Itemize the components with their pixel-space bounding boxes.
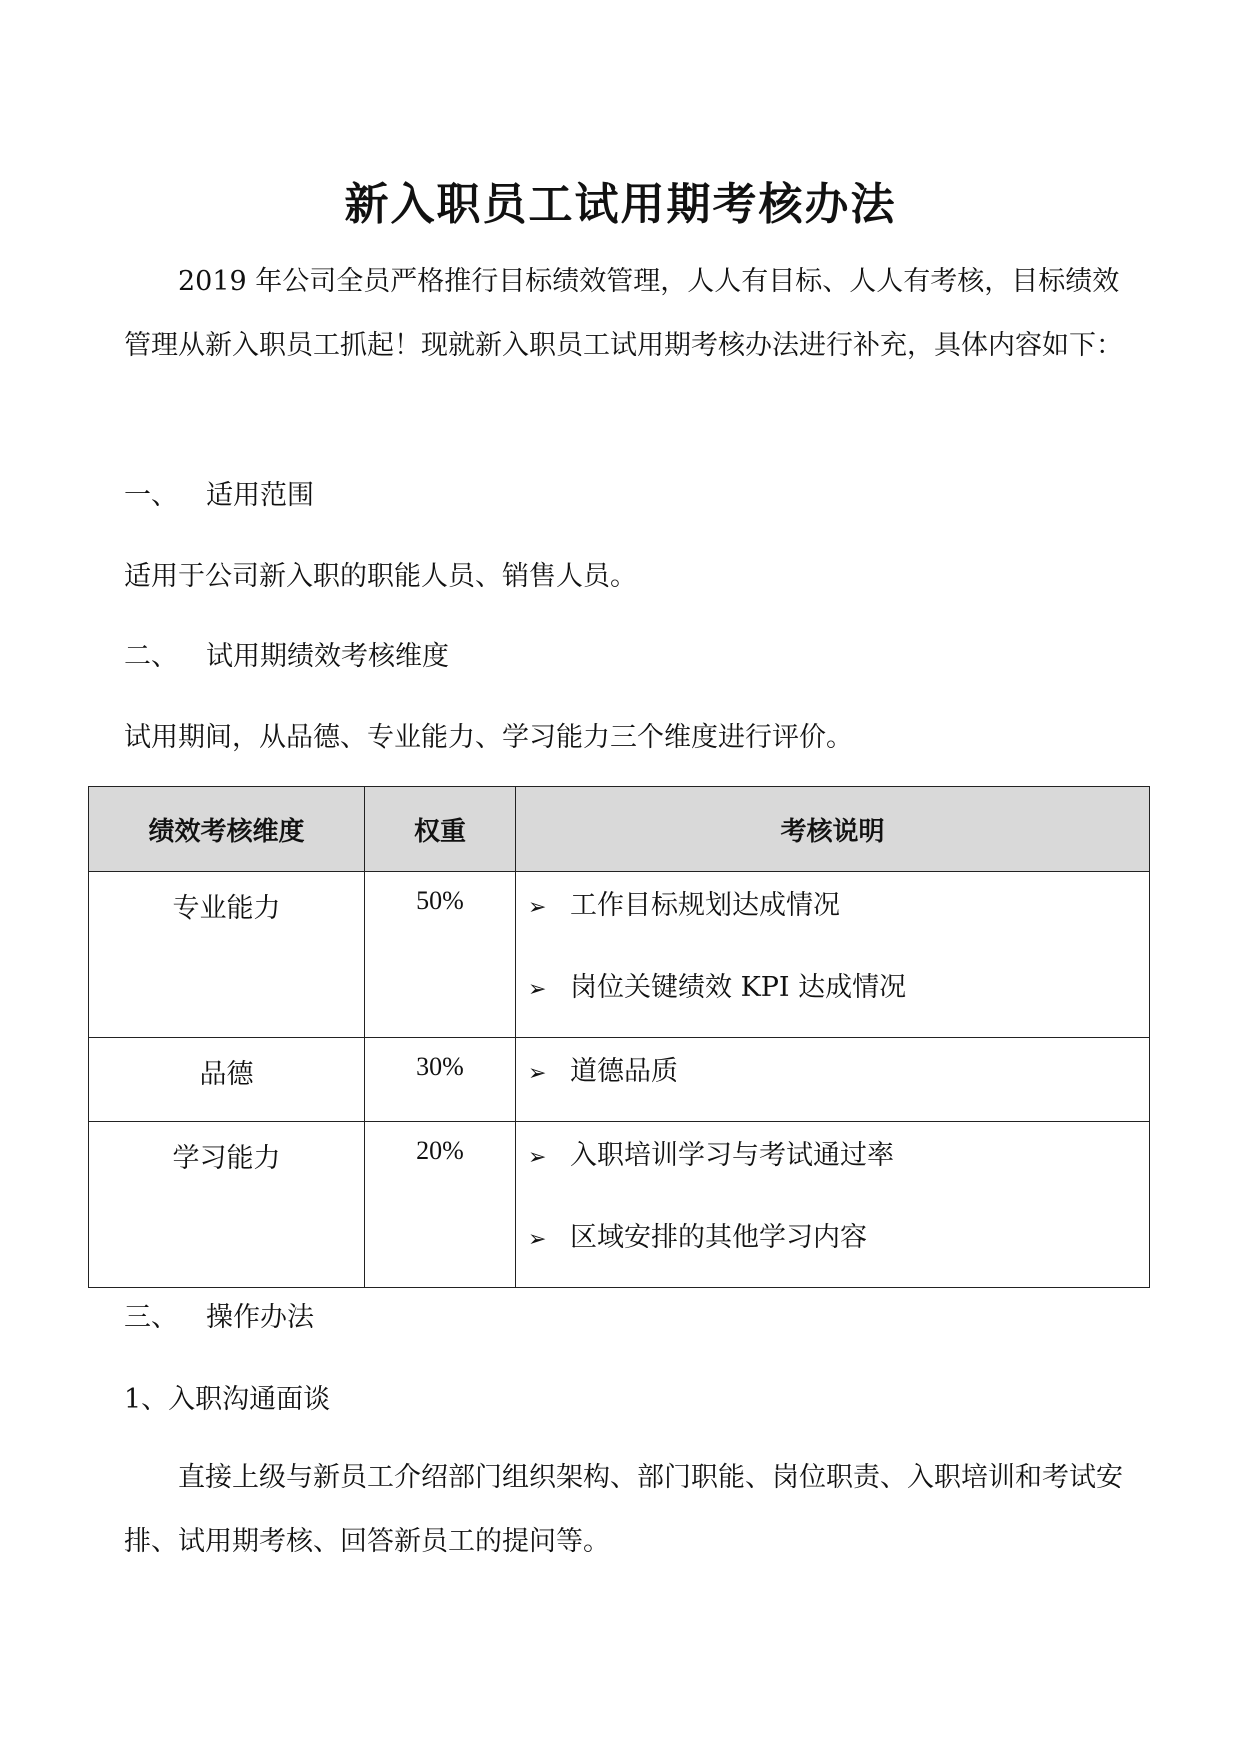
weight-cell: 30%: [365, 1038, 516, 1122]
evaluation-table: [88, 786, 1150, 1288]
description-cell: [516, 872, 1150, 1038]
arrow-bullet-icon: ➢: [528, 1145, 547, 1170]
item-text: 入职培训学习与考试通过率: [570, 1140, 894, 1171]
description-cell: [516, 1122, 1150, 1288]
intro-paragraph: 2019 年公司全员严格推行目标绩效管理，人人有目标、人人有考核，目标绩效管理从新入职员工抓起！现就新入职员工试用期考核办法进行补充，具体内容如下：: [124, 266, 1123, 361]
section-3-subheading: 1、入职沟通面谈: [124, 1384, 331, 1415]
dimension-cell: 学习能力: [89, 1122, 365, 1288]
arrow-bullet-icon: ➢: [528, 1061, 547, 1086]
page-title: 新入职员工试用期考核办法: [344, 179, 897, 230]
table-row: [89, 1038, 1150, 1122]
section-2-number: 二、: [124, 641, 178, 672]
table-row: [89, 1122, 1150, 1288]
table-header-row: [89, 787, 1150, 872]
list-item: [528, 968, 1148, 1036]
section-2-title: 试用期绩效考核维度: [206, 641, 449, 672]
header-weight: 权重: [365, 787, 516, 872]
section-2-heading: [124, 634, 449, 673]
list-item: [528, 1052, 1148, 1120]
list-item: [528, 1136, 1148, 1218]
header-dimension: 绩效考核维度: [89, 787, 365, 872]
arrow-bullet-icon: ➢: [528, 895, 547, 920]
item-text: 区域安排的其他学习内容: [570, 1222, 867, 1253]
section-3-title: 操作办法: [206, 1302, 314, 1333]
item-text: 工作目标规划达成情况: [570, 890, 840, 921]
section-1-title: 适用范围: [206, 480, 314, 511]
section-1-number: 一、: [124, 480, 178, 511]
description-cell: [516, 1038, 1150, 1122]
table-row: [89, 872, 1150, 1038]
dimension-cell: 专业能力: [89, 872, 365, 1038]
section-3-heading: [124, 1295, 314, 1334]
dimension-cell: 品德: [89, 1038, 365, 1122]
header-description: 考核说明: [516, 787, 1150, 872]
arrow-bullet-icon: ➢: [528, 977, 547, 1002]
item-text: 道德品质: [570, 1056, 678, 1087]
section-2-body: 试用期间，从品德、专业能力、学习能力三个维度进行评价。: [124, 722, 853, 753]
section-1-body: 适用于公司新入职的职能人员、销售人员。: [124, 561, 637, 592]
list-item: [528, 1218, 1148, 1286]
item-text: 岗位关键绩效 KPI 达成情况: [570, 972, 907, 1003]
section-3-number: 三、: [124, 1302, 178, 1333]
section-1-heading: [124, 473, 314, 512]
list-item: [528, 886, 1148, 968]
section-3-body: 直接上级与新员工介绍部门组织架构、部门职能、岗位职责、入职培训和考试安排、试用期考核、回答新员工的提问等。: [124, 1462, 1123, 1557]
arrow-bullet-icon: ➢: [528, 1227, 547, 1252]
weight-cell: 50%: [365, 872, 516, 1038]
weight-cell: 20%: [365, 1122, 516, 1288]
